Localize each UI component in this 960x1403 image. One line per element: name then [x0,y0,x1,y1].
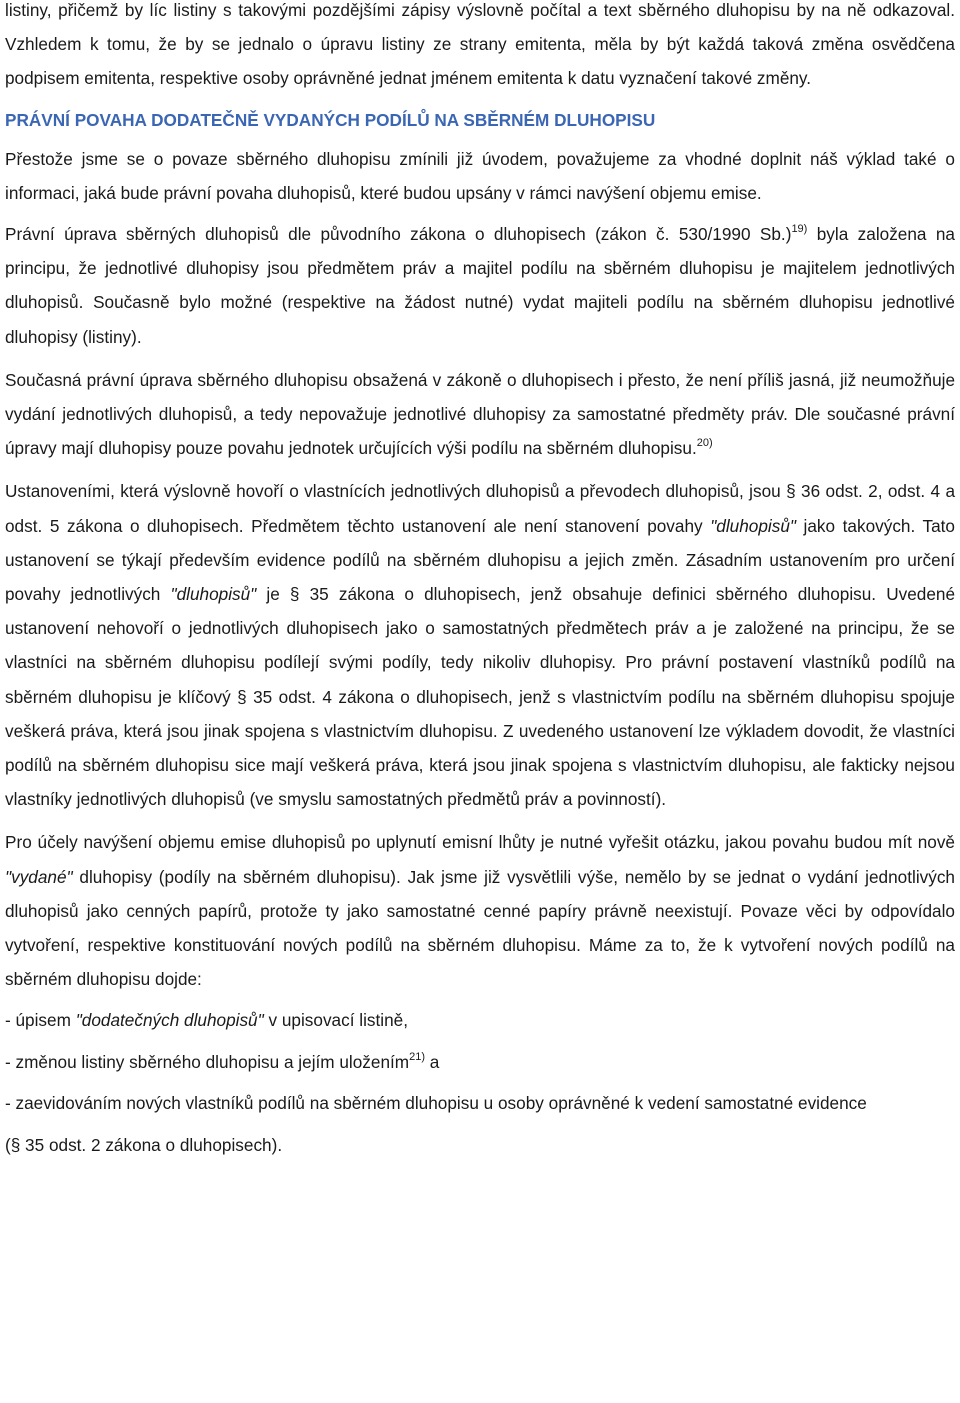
paragraph-legal-nature [5,142,955,210]
paragraph-provisions [5,474,955,816]
footnote-ref-19: 19) [791,222,808,235]
paragraph-original-law-text-a: Právní úprava sběrných dluhopisů dle původního zákona o dluhopisech (zákon č. 530/1990 Sb.) [5,224,792,245]
paragraph-increase-text-b: dluhopisy (podíly na sběrném dluhopisu). Jak jsme již vysvětlili výše, nemělo by se jednat o vydání jednotlivých dluhopisů jako cenných papírů, protože ty jako samostatné cenné papíry právně neexistují. Povaze věci by odpovídalo vytvoření, respektive konstituování nových podílů na sběrném dluhopisu. Máme za to, že k vytvoření nových podílů na sběrném dluhopisu dojde: [5,866,955,990]
paragraph-intro-text: listiny, přičemž by líc listiny s takovými pozdějšími zápisy výslovně počítal a text sběrného dluhopisu by na ně odkazoval. Vzhledem k tomu, že by se jednalo o úpravu listiny ze strany emitenta, měla by být každá taková změna osvědčena podpisem emitenta, respektive osoby oprávněné jednat jménem emitenta k datu vyznačení takové změny. [5,0,955,89]
paragraph-original-law [5,217,955,354]
paragraph-provisions-text-c: je § 35 zákona o dluhopisech, jenž obsahuje definici sběrného dluhopisu. Uvedené ustanovení nehovoří o jednotlivých dluhopisech jako o samostatných předmětech práv a je založené na principu, že se vlastníci na sběrném dluhopisu podílejí svými podíly, tedy nikoliv dluhopisy. Pro právní postavení vlastníků podílů na sběrném dluhopisu je klíčový § 35 odst. 4 zákona o dluhopisech, jenž s vlastnictvím podílu na sběrném dluhopisu spojuje veškerá práva, která jsou jinak spojena s vlastnictvím dluhopisu. Z uvedeného ustanovení lze výkladem dovodit, že vlastníci podílů na sběrném dluhopisu sice mají veškerá práva, která jsou jinak spojena s vlastnictvím dluhopisu, ale fakticky nejsou vlastníky jednotlivých dluhopisů (ve smyslu samostatných předmětů práv a povinností). [5,584,956,810]
paragraph-reference [5,1128,955,1162]
paragraph-current-law [5,363,955,466]
list-item-subscription-text-a: - úpisem [5,1010,76,1031]
list-item-change-text-b: a [425,1051,440,1072]
list-item-subscription-italic: "dodatečných dluhopisů" [75,1010,264,1031]
paragraph-reference-text: (§ 35 odst. 2 zákona o dluhopisech). [5,1135,283,1156]
footnote-ref-20: 20) [696,436,713,449]
list-item-registration-text: - zaevidováním nových vlastníků podílů na sběrném dluhopisu u osoby oprávněné k vedení samostatné evidence [5,1092,867,1113]
paragraph-increase-italic: "vydané" [5,866,73,887]
paragraph-provisions-italic-2: "dluhopisů" [170,584,257,605]
paragraph-provisions-italic-1: "dluhopisů" [710,515,796,536]
section-heading: PRÁVNÍ POVAHA DODATEČNĚ VYDANÝCH PODÍLŮ NA SBĚRNÉM DLUHOPISU [5,109,656,130]
paragraph-current-law-text: Současná právní úprava sběrného dluhopisu obsažená v zákoně o dluhopisech i přesto, že není příliš jasná, již neumožňuje vydání jednotlivých dluhopisů, a tedy nepovažuje jednotlivé dluhopisy za samostatné předměty práv. Dle současné právní úpravy mají dluhopisy pouze povahu jednotek určujících výši podílu na sběrném dluhopisu. [5,369,955,459]
paragraph-legal-nature-text: Přestože jsme se o povaze sběrného dluhopisu zmínili již úvodem, považujeme za vhodné doplnit náš výklad také o informaci, jaká bude právní povaha dluhopisů, které budou upsány v rámci navýšení objemu emise. [5,148,955,203]
paragraph-increase-text-a: Pro účely navýšení objemu emise dluhopisů po uplynutí emisní lhůty je nutné vyřešit otázku, jakou povahu budou mít nově [5,832,955,853]
list-item-subscription [5,1003,955,1037]
list-item-change [5,1045,955,1079]
paragraph-provisions-text-a: Ustanoveními, která výslovně hovoří o vlastnících jednotlivých dluhopisů a převodech dluhopisů, jsou § 36 odst. 2, odst. 4 a odst. 5 zákona o dluhopisech. Předmětem těchto ustanovení ale není stanovení povahy [5,481,955,536]
paragraph-provisions-text-b: jako takových. Tato ustanovení se týkají především evidence podílů na sběrném dluhopisu a jejich změn. Zásadním ustanovením pro určení povahy jednotlivých [5,515,955,605]
paragraph-original-law-text-b: byla založena na principu, že jednotlivé dluhopisy jsou předmětem práv a majitel podílu na sběrném dluhopisu je majitelem jednotlivých dluhopisů. Současně bylo možné (respektive na žádost nutné) vydat majiteli podílu na sběrném dluhopisu jednotlivé dluhopisy (listiny). [5,224,955,347]
footnote-ref-21: 21) [409,1050,426,1063]
list-item-registration [5,1086,955,1120]
paragraph-intro [5,0,955,96]
list-item-change-text-a: - změnou listiny sběrného dluhopisu a jejím uložením [5,1051,410,1072]
list-item-subscription-text-b: v upisovací listině, [263,1010,408,1031]
paragraph-increase [5,825,955,996]
